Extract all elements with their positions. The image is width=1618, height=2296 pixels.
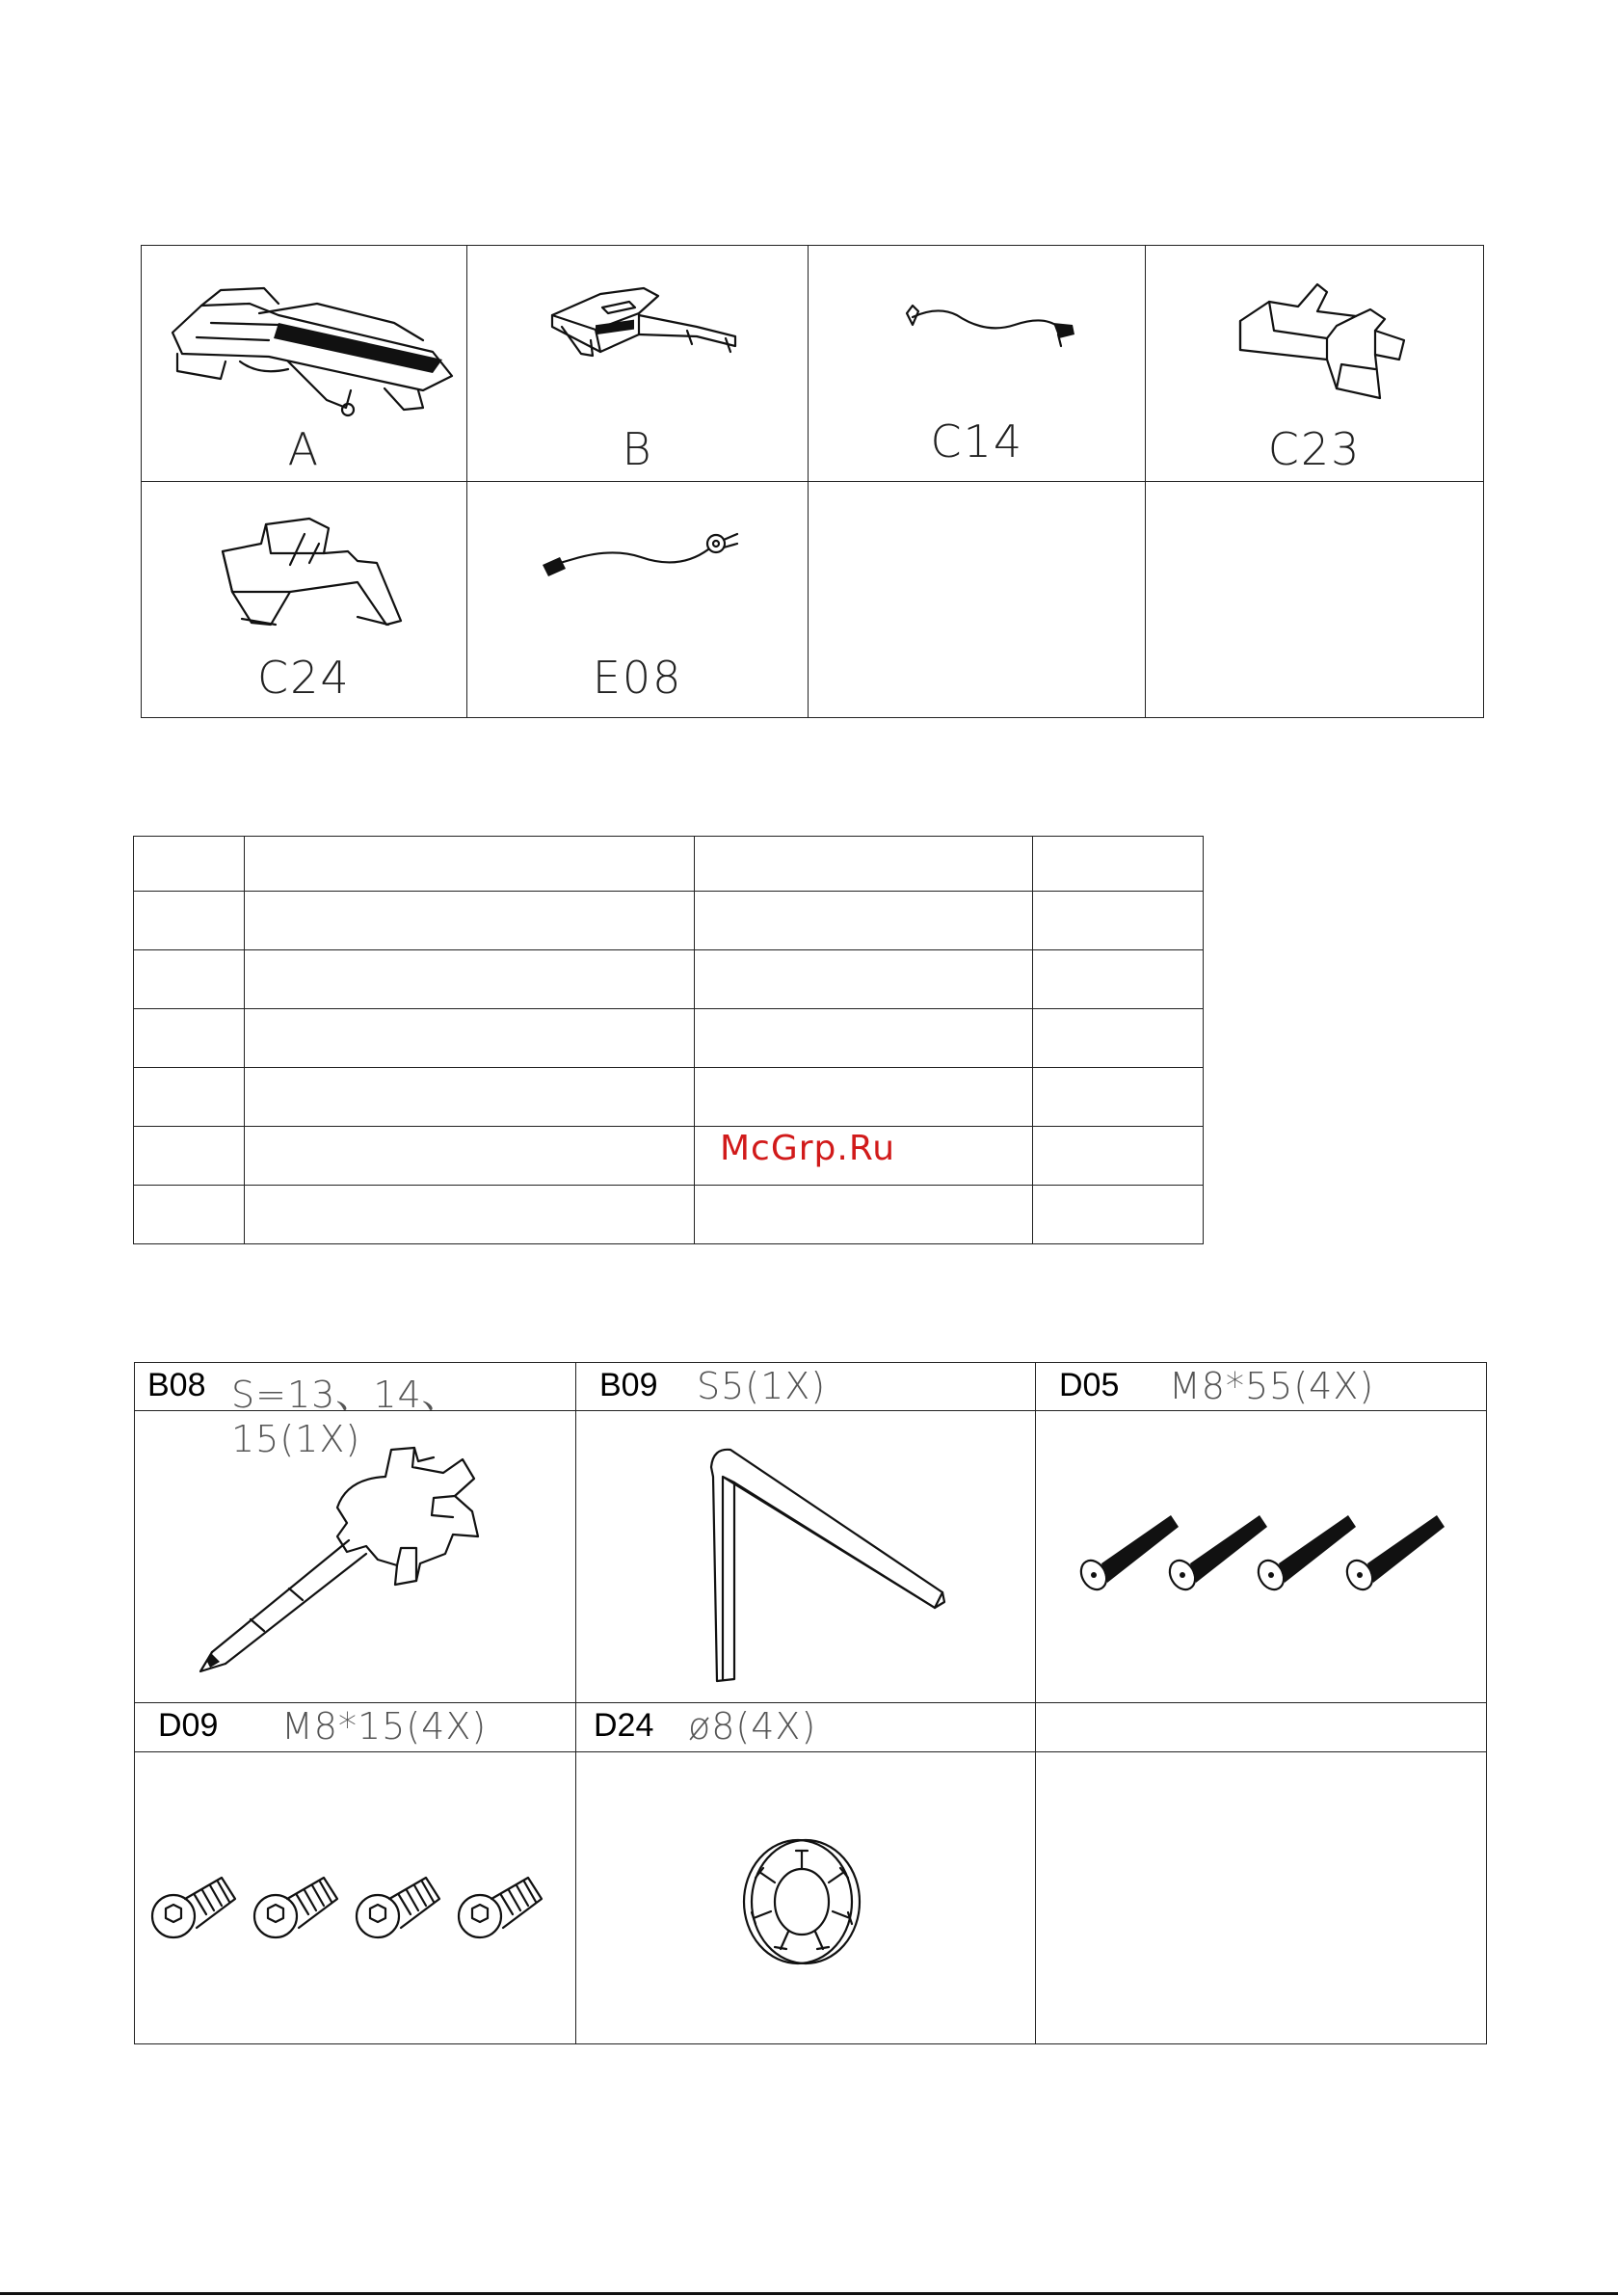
treadmill-icon (163, 265, 462, 419)
multi-wrench-screwdriver-icon (193, 1440, 559, 1681)
hardware-code-b09: B09 (599, 1367, 658, 1403)
table-cell (1033, 837, 1204, 892)
hardware-header-d09 (135, 1703, 576, 1751)
table-cell (1033, 950, 1204, 1009)
hardware-header-row-2 (135, 1703, 1487, 1751)
table-cell (245, 892, 695, 950)
hardware-header-b08 (135, 1363, 576, 1460)
table-cell (1033, 892, 1204, 950)
table-cell (134, 1127, 245, 1186)
table-cell (134, 1009, 245, 1068)
safety-key-icon (899, 296, 1082, 373)
hardware-image-row-1 (135, 1411, 1487, 1703)
table-cell (134, 1186, 245, 1244)
hardware-image-row-2 (135, 1751, 1487, 2043)
hardware-spec-d24: ø8(4X) (688, 1705, 817, 1749)
table-row (134, 1186, 1204, 1244)
part-label-a: A (287, 423, 321, 475)
table-cell (1033, 1186, 1204, 1244)
table-cell (134, 892, 245, 950)
table-cell (695, 950, 1033, 1009)
hardware-spec-b08: S=13、14、15(1X) (231, 1374, 460, 1460)
parts-list-table (133, 836, 1204, 1244)
countersunk-bolt-icon (1074, 1498, 1460, 1604)
hardware-cell-empty (1036, 1751, 1487, 2043)
hardware-header-d24 (576, 1703, 1036, 1751)
table-cell (695, 892, 1033, 950)
hardware-cell-d05 (1036, 1411, 1487, 1703)
power-cord-icon (535, 521, 747, 588)
table-row (134, 950, 1204, 1009)
table-cell (245, 1009, 695, 1068)
table-cell (134, 837, 245, 892)
hardware-code-d09: D09 (158, 1707, 219, 1745)
part-label-e08: E08 (592, 652, 683, 704)
hardware-cell-b09 (576, 1411, 1036, 1703)
table-cell (1033, 1009, 1204, 1068)
base-cover-icon (213, 505, 406, 640)
table-cell (245, 837, 695, 892)
part-cell-c23 (1146, 246, 1484, 482)
table-cell (245, 1068, 695, 1127)
table-row (134, 892, 1204, 950)
hardware-cell-b08 (135, 1411, 576, 1703)
console-icon (543, 277, 745, 383)
part-label-c14: C14 (930, 415, 1024, 467)
page-footer-rule (0, 2292, 1618, 2295)
parts-grid (141, 245, 1484, 718)
allen-key-icon (702, 1438, 952, 1689)
table-row (134, 1127, 1204, 1186)
table-row (134, 1009, 1204, 1068)
table-cell (134, 1068, 245, 1127)
hardware-spec-d05: M8*55(4X) (1169, 1365, 1375, 1407)
star-washer-icon (734, 1829, 869, 1974)
part-label-c24: C24 (257, 652, 351, 704)
hardware-cell-d24 (576, 1751, 1036, 2043)
part-label-c23: C23 (1267, 423, 1362, 475)
table-row (134, 1068, 1204, 1127)
table-cell (245, 950, 695, 1009)
part-cell-e08 (466, 482, 809, 718)
hardware-spec-d09: M8*15(4X) (281, 1705, 488, 1749)
table-cell (134, 950, 245, 1009)
hardware-spec-b09: S5(1X) (697, 1365, 827, 1407)
hardware-header-empty (1036, 1703, 1487, 1751)
hardware-header-row-1 (135, 1363, 1487, 1411)
upright-cover-icon (1231, 273, 1414, 408)
table-cell (1033, 1127, 1204, 1186)
hardware-code-b08: B08 (147, 1367, 206, 1403)
part-cell-empty-2 (1146, 482, 1484, 718)
table-cell (695, 1009, 1033, 1068)
hardware-code-d05: D05 (1059, 1367, 1120, 1403)
table-cell (695, 1186, 1033, 1244)
hardware-header-b09 (576, 1363, 1036, 1411)
hardware-header-d05 (1036, 1363, 1487, 1411)
table-row (134, 837, 1204, 892)
table-cell (245, 1127, 695, 1186)
hardware-code-d24: D24 (594, 1707, 654, 1745)
part-cell-c14 (809, 246, 1146, 482)
table-cell (1033, 1068, 1204, 1127)
table-cell (695, 837, 1033, 892)
table-cell (695, 1068, 1033, 1127)
part-cell-b (466, 246, 809, 482)
watermark: McGrp.Ru (720, 1129, 896, 1168)
button-head-bolt-icon (146, 1858, 561, 1955)
part-label-b: B (622, 423, 653, 475)
part-cell-c24 (142, 482, 467, 718)
hardware-grid (134, 1362, 1487, 2044)
table-cell (245, 1186, 695, 1244)
hardware-cell-d09 (135, 1751, 576, 2043)
part-cell-a (142, 246, 467, 482)
part-cell-empty-1 (809, 482, 1146, 718)
